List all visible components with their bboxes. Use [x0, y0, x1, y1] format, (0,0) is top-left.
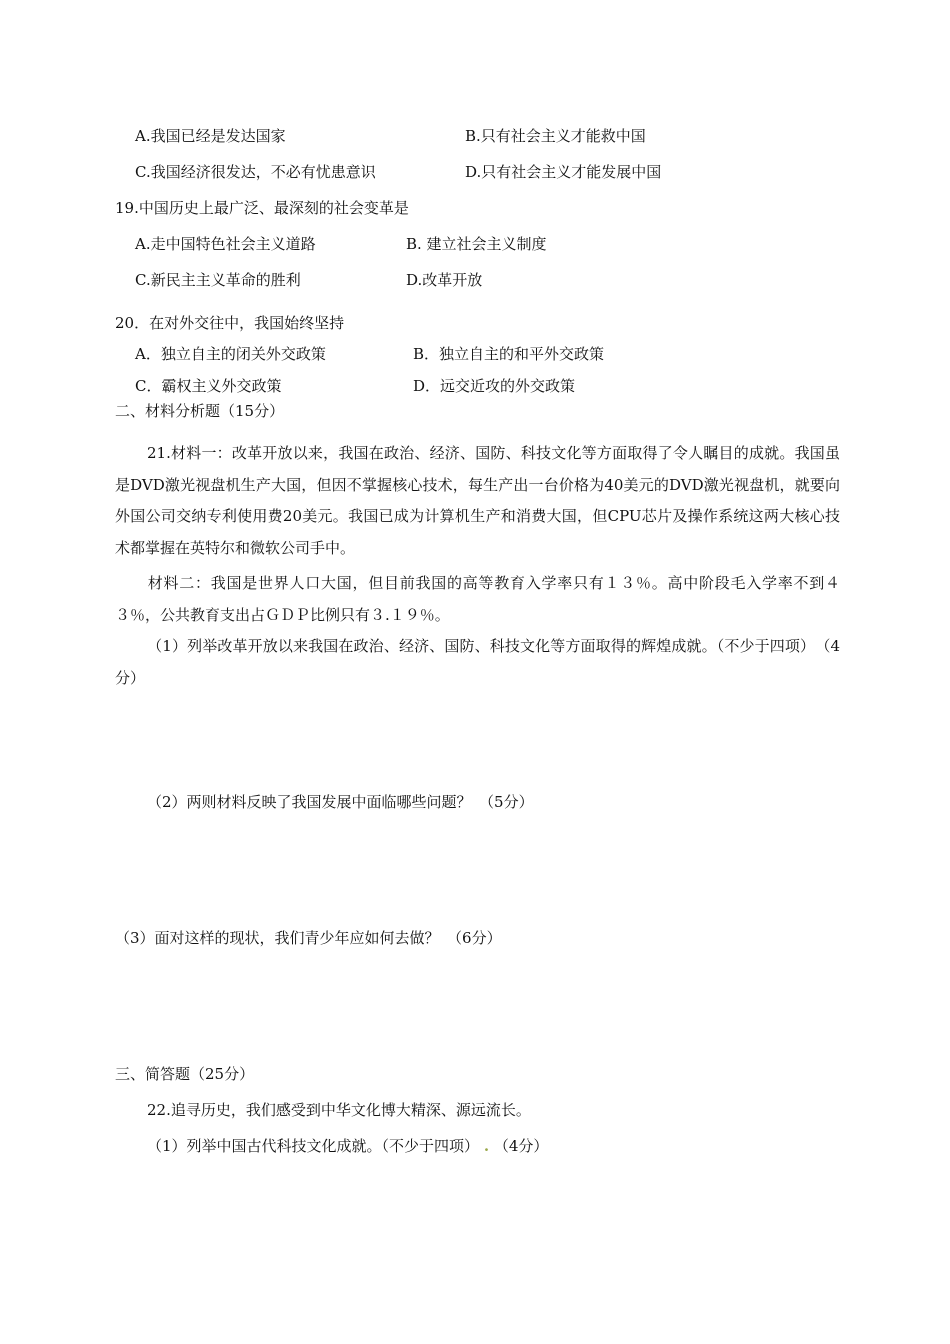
q20-stem: 20．在对外交往中，我国始终坚持 — [115, 314, 345, 332]
material-one-paragraph — [115, 438, 840, 564]
q20-option-c: C．霸权主义外交政策 — [135, 377, 282, 395]
question-21-1-text: （1）列举改革开放以来我国在政治、经济、国防、科技文化等方面取得的辉煌成就。（不少于四项） （4分） — [115, 637, 840, 687]
q20-option-b: B．独立自主的和平外交政策 — [413, 345, 605, 363]
q19-stem: 19.中国历史上最广泛、最深刻的社会变革是 — [115, 199, 409, 217]
question-22-1 — [147, 1136, 548, 1156]
q19-option-d: D.改革开放 — [406, 271, 483, 289]
q20-option-a: A．独立自主的闭关外交政策 — [135, 345, 326, 363]
q19-option-a: A.走中国特色社会主义道路 — [135, 235, 316, 253]
q19-option-c: C.新民主主义革命的胜利 — [135, 271, 301, 289]
material-two-text: 材料二：我国是世界人口大国，但目前我国的高等教育入学率只有１３％。高中阶段毛入学率不到４３％，公共教育支出占ＧＤＰ比例只有３.１９％。 — [115, 574, 840, 624]
question-21-2: （2）两则材料反映了我国发展中面临哪些问题？ （5分） — [147, 793, 534, 811]
question-22-stem: 22.追寻历史，我们感受到中华文化博大精深、源远流长。 — [147, 1101, 531, 1119]
q18-option-b: B.只有社会主义才能救中国 — [465, 127, 646, 145]
q18-option-a: A.我国已经是发达国家 — [135, 127, 286, 145]
section2-heading: 二、材料分析题（15分） — [115, 402, 285, 420]
question-22-1-score: （4分） — [493, 1137, 549, 1155]
question-21-1 — [115, 631, 840, 694]
section3-heading: 三、简答题（25分） — [115, 1065, 255, 1083]
q18-option-d: D.只有社会主义才能发展中国 — [465, 163, 662, 181]
question-22-1-text: （1）列举中国古代科技文化成就。（不少于四项） — [147, 1137, 480, 1155]
material-two-paragraph — [115, 568, 840, 631]
q20-option-d: D．远交近攻的外交政策 — [413, 377, 576, 395]
material-one-text: 21.材料一：改革开放以来，我国在政治、经济、国防、科技文化等方面取得了令人瞩目的成就。我国虽是DVD激光视盘机生产大国，但因不掌握核心技术，每生产出一台价格为40美元的DVD激光视盘机，就要向外国公司交纳专利使用费20美元。我国已成为计算机生产和消费大国，但CPU芯片及操作系统这两大核心技术都掌握在英特尔和微软公司手中。 — [115, 444, 840, 557]
question-21-3: （3）面对这样的现状，我们青少年应如何去做？ （6分） — [115, 929, 502, 947]
decorative-dot: . — [483, 1137, 490, 1155]
q19-option-b: B. 建立社会主义制度 — [406, 235, 547, 253]
q18-option-c: C.我国经济很发达，不必有忧患意识 — [135, 163, 376, 181]
